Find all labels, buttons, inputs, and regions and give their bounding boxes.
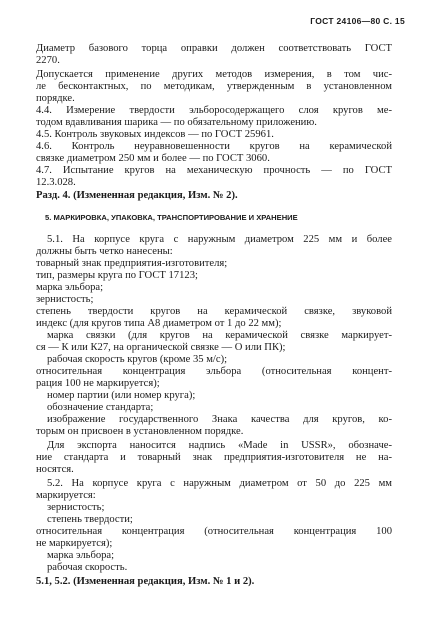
text-line: 4.4. Измерение твердости эльборосодержащего слоя кругов ме- [36,105,392,116]
text-line: должны быть четко нанесены: [36,246,173,257]
text-line: не маркируется); [36,538,113,549]
text-line: марка связки (для кругов на керамической связке маркирует- [47,330,392,341]
amendment-note: Разд. 4. (Измененная редакция, Изм. № 2). [36,190,238,201]
text-line: рабочая скорость. [47,562,128,573]
text-line: относительная концентрация (относительная концентрация 100 [36,526,392,537]
text-line: марка эльбора; [36,282,104,293]
text-line: зернистость; [47,502,105,513]
text-line: 4.6. Контроль неуравновешенности кругов на керамической [36,141,392,152]
text-line: 2270. [36,55,60,66]
text-line: порядке. [36,93,75,104]
text-line: связке диаметром 250 мм и более — по ГОСТ 3060. [36,153,270,164]
text-line: Диаметр базового торца оправки должен соответствовать ГОСТ [36,43,392,54]
text-line: 5.1. На корпусе круга с наружным диаметром 225 мм и более [47,234,392,245]
text-line: 12.3.028. [36,177,76,188]
text-line: относительная концентрация эльбора (относительная концент- [36,366,392,377]
text-line: индекс (для кругов типа А8 диаметром от 1 до 22 мм); [36,318,282,329]
text-line: рабочая скорость кругов (кроме 35 м/с); [47,354,228,365]
amendment-note: 5.1, 5.2. (Измененная редакция, Изм. № 1 и 2). [36,576,255,587]
text-line: товарный знак предприятия-изготовителя; [36,258,228,269]
text-line: Для экспорта наносится надпись «Made in USSR», обозначе- [47,440,392,451]
text-line: 4.5. Контроль звуковых индексов — по ГОСТ 25961. [36,129,274,140]
text-line: степень твердости; [47,514,133,525]
text-line: ле бесконтактных, по методикам, утвержденным в установленном [36,81,392,92]
text-line: ние стандарта и товарный знак предприятия-изготовителя не на- [36,452,392,463]
text-line: 5.2. На корпусе круга с наружным диаметром от 50 до 225 мм [47,478,392,489]
text-line: Допускается применение других методов измерения, в том чис- [36,69,392,80]
text-line: ся — К или К27, на органической связке — О или ПК); [36,342,286,353]
text-line: изображение государственного Знака качества для кругов, ко- [47,414,392,425]
text-line: зернистость; [36,294,94,305]
text-line: тодом вдавливания шарика — по обязательному приложению. [36,117,317,128]
text-line: марка эльбора; [47,550,115,561]
text-line: маркируется: [36,490,96,501]
text-line: торым он присвоен в установленном порядке. [36,426,244,437]
text-line: рация 100 не маркируется); [36,378,160,389]
page-header: ГОСТ 24106—80 С. 15 [310,16,405,26]
text-line: носятся. [36,464,74,475]
text-line: тип, размеры круга по ГОСТ 17123; [36,270,198,281]
text-line: 4.7. Испытание кругов на механическую прочность — по ГОСТ [36,165,392,176]
text-line: номер партии (или номер круга); [47,390,196,401]
text-line: обозначение стандарта; [47,402,154,413]
section-heading: 5. МАРКИРОВКА, УПАКОВКА, ТРАНСПОРТИРОВАНИЕ И ХРАНЕНИЕ [45,213,298,222]
text-line: степень твердости кругов на керамической связке, звуковой [36,306,392,317]
